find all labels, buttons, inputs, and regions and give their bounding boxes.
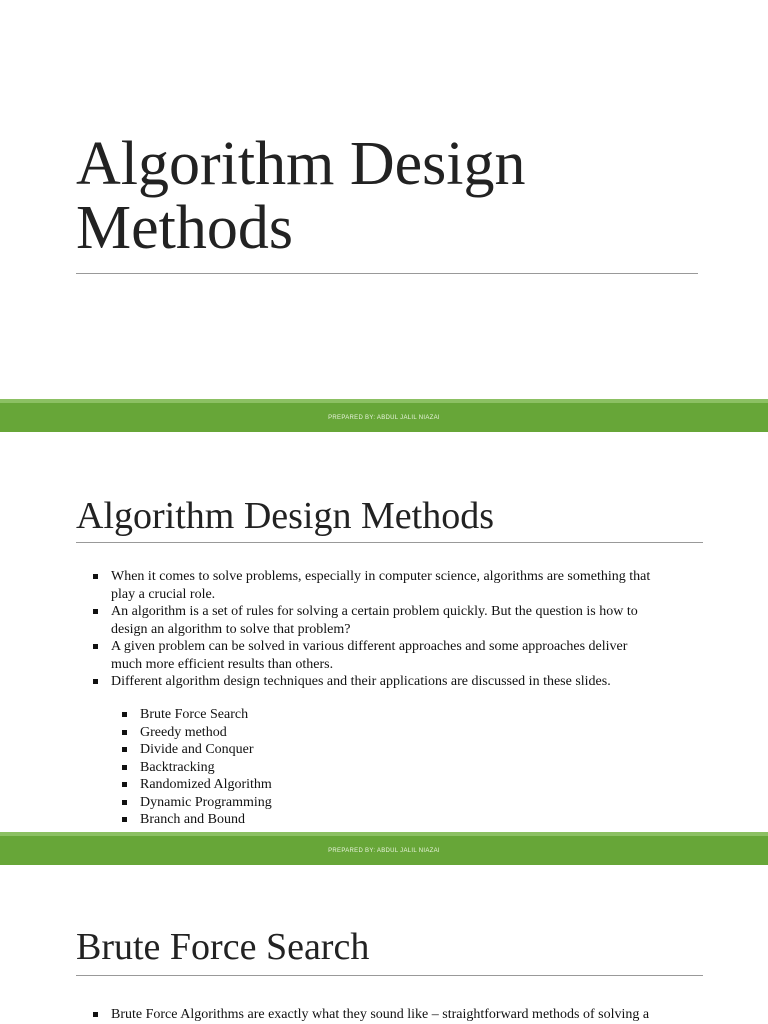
method-item-dynamic-programming: Dynamic Programming <box>122 794 422 812</box>
title-slide <box>0 0 768 400</box>
overview-slide <box>0 432 768 832</box>
title-line-1: Algorithm Design <box>76 130 526 198</box>
title-line-2: Methods <box>76 194 293 262</box>
brute-force-divider <box>76 975 703 976</box>
brute-force-slide <box>0 865 768 1024</box>
methods-list <box>122 706 422 829</box>
footer-text-2: PREPARED BY: ABDUL JALIL NIAZAI <box>328 847 440 854</box>
list-item: Brute Force Algorithms are exactly what they sound like – straightforward methods of solving a <box>93 1006 693 1024</box>
footer-text-1: PREPARED BY: ABDUL JALIL NIAZAI <box>328 414 440 421</box>
overview-slide-title: Algorithm Design Methods <box>76 495 494 537</box>
overview-bullet-list <box>93 568 653 691</box>
footer-band-1 <box>0 399 768 432</box>
method-item-backtracking: Backtracking <box>122 759 422 777</box>
brute-force-bullet-list <box>93 1006 693 1024</box>
brute-force-slide-title: Brute Force Search <box>76 926 370 968</box>
list-item: Different algorithm design techniques and their applications are discussed in these slides. <box>93 673 653 691</box>
footer-band-2 <box>0 832 768 865</box>
overview-divider <box>76 542 703 543</box>
method-item-branch-bound: Branch and Bound <box>122 811 422 829</box>
list-item: An algorithm is a set of rules for solving a certain problem quickly. But the question is how to design an algorithm to solve that problem? <box>93 603 653 638</box>
title-slide-heading <box>76 132 525 260</box>
method-item-randomized: Randomized Algorithm <box>122 776 422 794</box>
method-item-greedy: Greedy method <box>122 724 422 742</box>
method-item-brute-force: Brute Force Search <box>122 706 422 724</box>
method-item-divide-conquer: Divide and Conquer <box>122 741 422 759</box>
list-item: A given problem can be solved in various different approaches and some approaches deliver much more efficient results than others. <box>93 638 653 673</box>
title-divider <box>76 273 698 274</box>
list-item: When it comes to solve problems, especially in computer science, algorithms are something that play a crucial role. <box>93 568 653 603</box>
